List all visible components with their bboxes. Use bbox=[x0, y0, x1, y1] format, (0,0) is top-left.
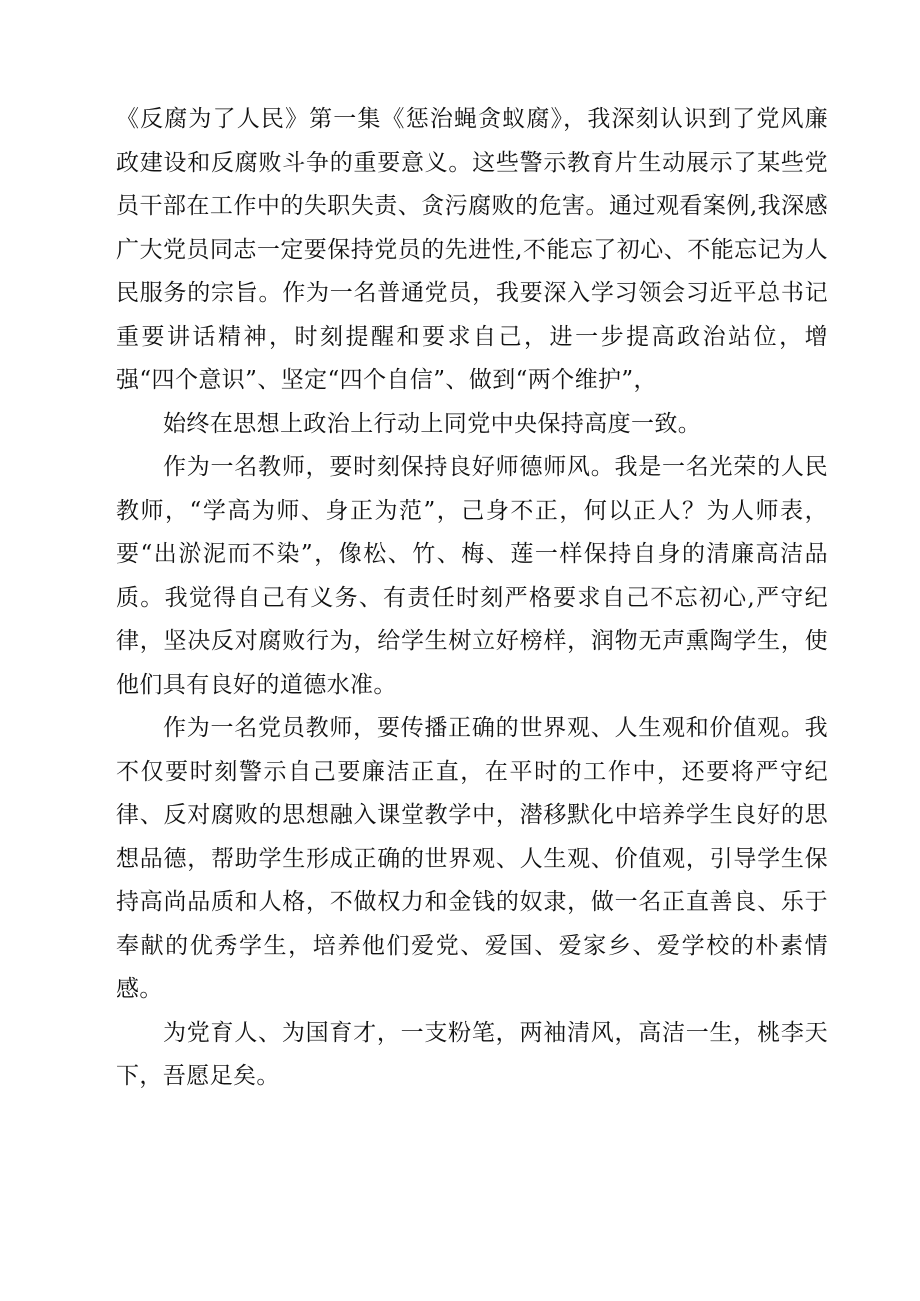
document-body bbox=[116, 98, 828, 1099]
paragraph-3: 作为一名教师，要时刻保持良好师德师风。我是一名光荣的人民教师，“学高为师、身正为范”，己身不正，何以正人？为人师表，要“出淤泥而不染”，像松、竹、梅、莲一样保持自身的清廉高洁品质。我觉得自己有义务、有责任时刻严格要求自己不忘初心,严守纪律，坚决反对腐败行为，给学生树立好榜样，润物无声熏陶学生，使他们具有良好的道德水准。 bbox=[116, 454, 828, 698]
paragraph-4: 作为一名党员教师，要传播正确的世界观、人生观和价值观。我不仅要时刻警示自己要廉洁正直，在平时的工作中，还要将严守纪律、反对腐败的思想融入课堂教学中，潜移默化中培养学生良好的思想品德，帮助学生形成正确的世界观、人生观、价值观，引导学生保持高尚品质和人格，不做权力和金钱的奴隶，做一名正直善良、乐于奉献的优秀学生，培养他们爱党、爱国、爱家乡、爱学校的朴素情感。 bbox=[116, 715, 828, 1002]
paragraph-5: 为党育人、为国育才，一支粉笔，两袖清风，高洁一生，桃李天下，吾愿足矣。 bbox=[116, 1019, 828, 1089]
paragraph-2: 始终在思想上政治上行动上同党中央保持高度一致。 bbox=[163, 410, 702, 437]
paragraph-1: 《反腐为了人民》第一集《惩治蝇贪蚁腐》，我深刻认识到了党风廉政建设和反腐败斗争的重要意义。这些警示教育片生动展示了某些党员干部在工作中的失职失责、贪污腐败的危害。通过观看案例,我深感广大党员同志一定要保持党员的先进性,不能忘了初心、不能忘记为人民服务的宗旨。作为一名普通党员，我要深入学习领会习近平总书记重要讲话精神，时刻提醒和要求自己，进一步提高政治站位，增强“四个意识”、坚定“四个自信”、做到“两个维护”， bbox=[116, 106, 828, 393]
